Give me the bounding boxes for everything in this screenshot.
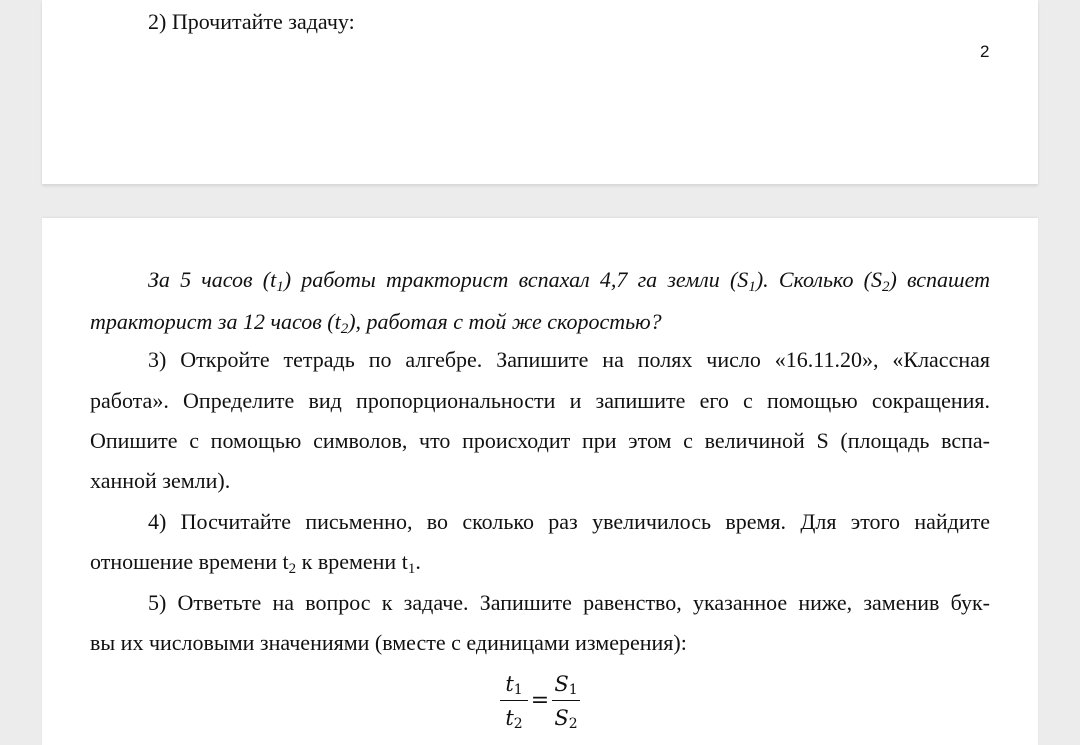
fraction-t-numerator: $t_1$ (505, 672, 523, 698)
proportion-formula (500, 670, 590, 732)
step3-line-1: 3) Откройте тетрадь по алгебре. Запишите на полях число «16.11.20», «Классная (148, 347, 990, 372)
step3-line-2: работа». Определите вид пропорциональности и запишите его с помощью сокращения. (90, 388, 990, 413)
fraction-bar (500, 700, 528, 701)
fraction-s-denominator: $S_2$ (554, 706, 578, 732)
step3-line-3: Опишите с помощью символов, что происходит при этом с величиной S (площадь вспа- (90, 428, 990, 453)
equals-sign: = (530, 688, 550, 713)
page-number: 2 (980, 42, 990, 61)
task-line-2: тракторист за 12 часов $(t_2)$, работая с той же скоростью? (90, 309, 662, 337)
step4-line-1: 4) Посчитайте письменно, во сколько раз увеличилось время. Для этого найдите (148, 509, 990, 534)
fraction-s-numerator: $S_1$ (554, 672, 578, 698)
fraction-bar (552, 700, 580, 701)
fraction-t-denominator: $t_2$ (505, 706, 523, 732)
fraction-t (500, 670, 528, 732)
task-line-1: За 5 часов $(t_1)$ работы тракторист вспахал 4,7 га земли $(S_1)$. Сколько $(S_2)$ вспашет (148, 267, 991, 295)
step4-line-2: отношение времени $t_2$ к времени $t_1$. (90, 549, 421, 577)
step2-heading: 2) Прочитайте задачу: (148, 9, 355, 34)
step5-line-1: 5) Ответьте на вопрос к задаче. Запишите равенство, указанное ниже, заменив бук- (148, 590, 990, 615)
step3-line-4: ханной земли). (90, 468, 231, 493)
fraction-s (552, 670, 580, 732)
step5-line-2: вы их числовыми значениями (вместе с единицами измерения): (90, 630, 687, 655)
